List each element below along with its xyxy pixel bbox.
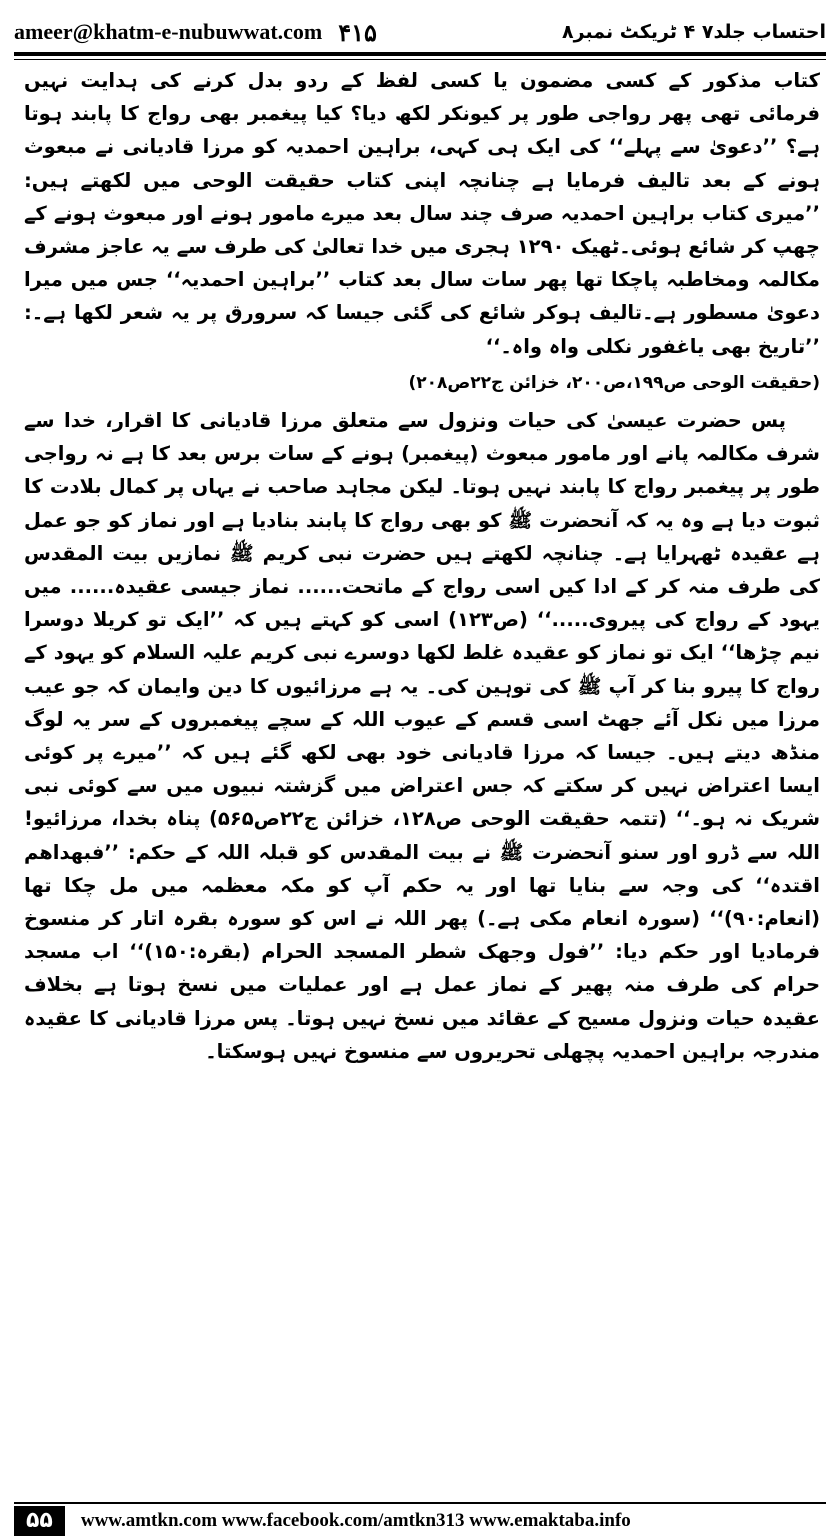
header-rule-thick [14,52,826,56]
header-rule-thin [14,59,826,60]
page-header [14,10,826,54]
footer-links: www.amtkn.com www.facebook.com/amtkn313 www.emaktaba.info [80,1510,631,1531]
page-footer [14,1506,826,1536]
header-email: ameer@khatm-e-nubuwwat.com [14,19,323,44]
header-book-info: احتساب جلد۷ ۴ ٹریکٹ نمبر۸ [562,21,826,43]
body-text [24,64,820,1068]
header-page-number: ۴۱۵ [338,17,377,47]
header-left [14,18,377,47]
paragraph-1: کتاب مذکور کے کسی مضمون یا کسی لفظ کے ردو بدل کرنے کی ہدایت نہیں فرمائی تھی پھر رواجی طور پر کیونکر لکھ دیا؟ کیا پیغمبر بھی رواج کا پابند ہوتا ہے؟ ’’دعویٰ سے پہلے‘‘ کی ایک ہی کہی، براہین احمدیہ کو مرزا قادیانی نے مبعوث ہونے کے بعد تالیف فرمایا ہے چنانچہ اپنی کتاب حقیقت الوحی میں لکھتے ہیں: ’’میری کتاب براہین احمدیہ صرف چند سال بعد میرے مامور ہونے اور مبعوث ہونے کے چھپ کر شائع ہوئی۔ٹھیک ۱۲۹۰ ہجری میں خدا تعالیٰ کی طرف سے یہ عاجز مشرف مکالمہ ومخاطبہ پاچکا تھا پھر سات سال بعد کتاب ’’براہین احمدیہ‘‘ جس میں میرا دعویٰ مسطور ہے۔تالیف ہوکر شائع کی گئی جیسا کہ سرورق پر یہ شعر لکھا ہے۔: ’’تاریخ بھی یاغفور نکلی واہ واہ۔‘‘ [24,69,820,358]
footer-rule [14,1502,826,1504]
folio-number: ۵۵ [14,1506,65,1536]
reference-citation: (حقیقت الوحی ص۱۹۹،ص۲۰۰، خزائن ج۲۲ص۲۰۸) [408,372,820,393]
paragraph-2: پس حضرت عیسیٰ کی حیات ونزول سے متعلق مرزا قادیانی کا اقرار، خدا سے شرف مکالمہ پانے اور مامور مبعوث (پیغمبر) ہونے کے سات برس بعد کا ہے نہ رواجی طور پر پیغمبر رواج کا پابند نہیں ہوتا۔ لیکن مجاہد صاحب نے یہاں پر کمال بلادت کا ثبوت دیا ہے وہ یہ کہ آنحضرت ﷺ کو بھی رواج کا پابند بنادیا ہے اور نماز کو جو عمل ہے عقیدہ ٹھہرایا ہے۔ چنانچہ لکھتے ہیں حضرت نبی کریم ﷺ نمازیں بیت المقدس کی طرف منہ کر کے ادا کیں اسی رواج کے ماتحت...... نماز جیسی عقیدہ...... میں یہود کے رواج کی پیروی.....‘‘ (ص۱۲۳) اسی کو کہتے ہیں کہ ’’ایک تو کریلا دوسرا نیم چڑھا‘‘ ایک تو نماز کو عقیدہ غلط لکھا دوسرے نبی کریم علیہ السلام کو یہود کے رواج کا پیرو بنا کر آپ ﷺ کی توہین کی۔ یہ ہے مرزائیوں کا دین وایمان کہ جو عیب مرزا میں نکل آئے جھٹ اسی قسم کے عیوب اللہ کے سچے پیغمبروں کے سر یہ لوگ منڈھ دیتے ہیں۔ جیسا کہ مرزا قادیانی خود بھی لکھ گئے ہیں کہ ’’میرے پر کوئی ایسا اعتراض نہیں کر سکتے کہ جس اعتراض میں گزشتہ نبیوں میں سے کوئی نبی شریک نہ ہو۔‘‘ (تتمہ حقیقت الوحی ص۱۲۸، خزائن ج۲۲ص۵۶۵) پناہ بخدا، مرزائیو! اللہ سے ڈرو اور سنو آنحضرت ﷺ نے بیت المقدس کو قبلہ اللہ کے حکم: ’’فبھداھم اقتدہ‘‘ کی وجہ سے بنایا تھا اور یہ حکم آپ کو مکہ معظمہ میں مل چکا تھا (انعام:۹۰)‘‘ (سورہ انعام مکی ہے۔) پھر اللہ نے اس کو سورہ بقرہ اتار کر منسوخ فرمادیا اور حکم دیا: ’’فول وجھک شطر المسجد الحرام (بقرہ:۱۵۰)‘‘ اب مسجد حرام کی طرف منہ پھیر کے نماز عمل ہے اور عملیات میں نسخ ہوتا ہے بخلاف عقیدہ حیات ونزول مسیح کے عقائد میں نسخ نہیں ہوتا۔ پس مرزا قادیانی کا عقیدہ مندرجہ براہین احمدیہ پچھلی تحریروں سے منسوخ نہیں ہوسکتا۔ [24,409,821,1063]
